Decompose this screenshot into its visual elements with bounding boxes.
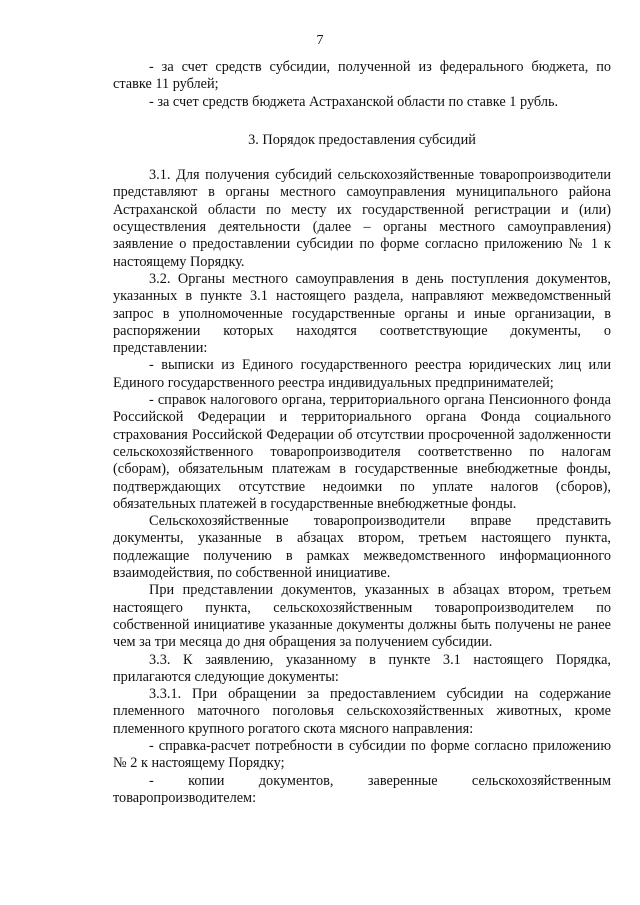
paragraph-3-2-certificates: - справок налогового органа, территориального органа Пенсионного фонда Российской Федерации и территориального органа Фонда социального страхования Российской Федерации об отсутствии просроченной задолженности сельскохозяйственного товаропроизводителя соответственно по налогам (сборам), обязательным платежам в государственные внебюджетные фонды, подтверждающих отсутствие недоимки по уплате налогов (сборов), обязательных платежей в государственные внебюджетные фонды. — [113, 392, 611, 512]
paragraph-3-3-1-copies: - копии документов, заверенные сельскохозяйственным товаропроизводителем: — [113, 772, 611, 806]
paragraph-3-2-own-initiative: Сельскохозяйственные товаропроизводители вправе представить документы, указанные в абзацах втором, третьем настоящего пункта, подлежащие получению в рамках межведомственного информационного взаимодействия, по собственной инициативе. — [113, 513, 611, 582]
paragraph-3-2: 3.2. Органы местного самоуправления в день поступления документов, указанных в пункте 3.1 настоящего раздела, направляют межведомственный запрос в уполномоченные государственные органы и иные организации, в распоряжении которых находятся соответствующие документы, о представлении: — [113, 270, 611, 357]
paragraph-federal-rate: - за счет средств субсидии, полученной из федерального бюджета, по ставке 11 рублей; — [113, 59, 611, 93]
paragraph-3-3: 3.3. К заявлению, указанному в пункте 3.1 настоящего Порядка, прилагаются следующие документы: — [113, 651, 611, 685]
document-body — [113, 59, 611, 807]
paragraph-3-1: 3.1. Для получения субсидий сельскохозяйственные товаропроизводители представляют в органы местного самоуправления муниципального района Астраханской области по месту их государственной регистрации и (или) осуществления деятельности (далее – органы местного самоуправления) заявление о предоставлении субсидии по форме согласно приложению № 1 к настоящему Порядку. — [113, 167, 611, 270]
section-title: 3. Порядок предоставления субсидий — [248, 131, 476, 148]
paragraph-3-2-registry: - выписки из Единого государственного реестра юридических лиц или Единого государственного реестра индивидуальных предпринимателей; — [113, 357, 611, 391]
paragraph-3-2-term: При представлении документов, указанных в абзацах втором, третьем настоящего пункта, сельскохозяйственным товаропроизводителем по собственной инициативе указанные документы должны быть получены не ранее чем за три месяца до дня обращения за получением субсидии. — [113, 582, 611, 651]
paragraph-3-3-1: 3.3.1. При обращении за предоставлением субсидии на содержание племенного маточного поголовья сельскохозяйственных животных, кроме племенного крупного рогатого скота мясного направления: — [113, 686, 611, 737]
page-number: 7 — [316, 33, 324, 48]
paragraph-regional-rate: - за счет средств бюджета Астраханской области по ставке 1 рубль. — [149, 93, 559, 110]
paragraph-3-3-1-calculation: - справка-расчет потребности в субсидии по форме согласно приложению № 2 к настоящему Порядку; — [113, 737, 611, 772]
